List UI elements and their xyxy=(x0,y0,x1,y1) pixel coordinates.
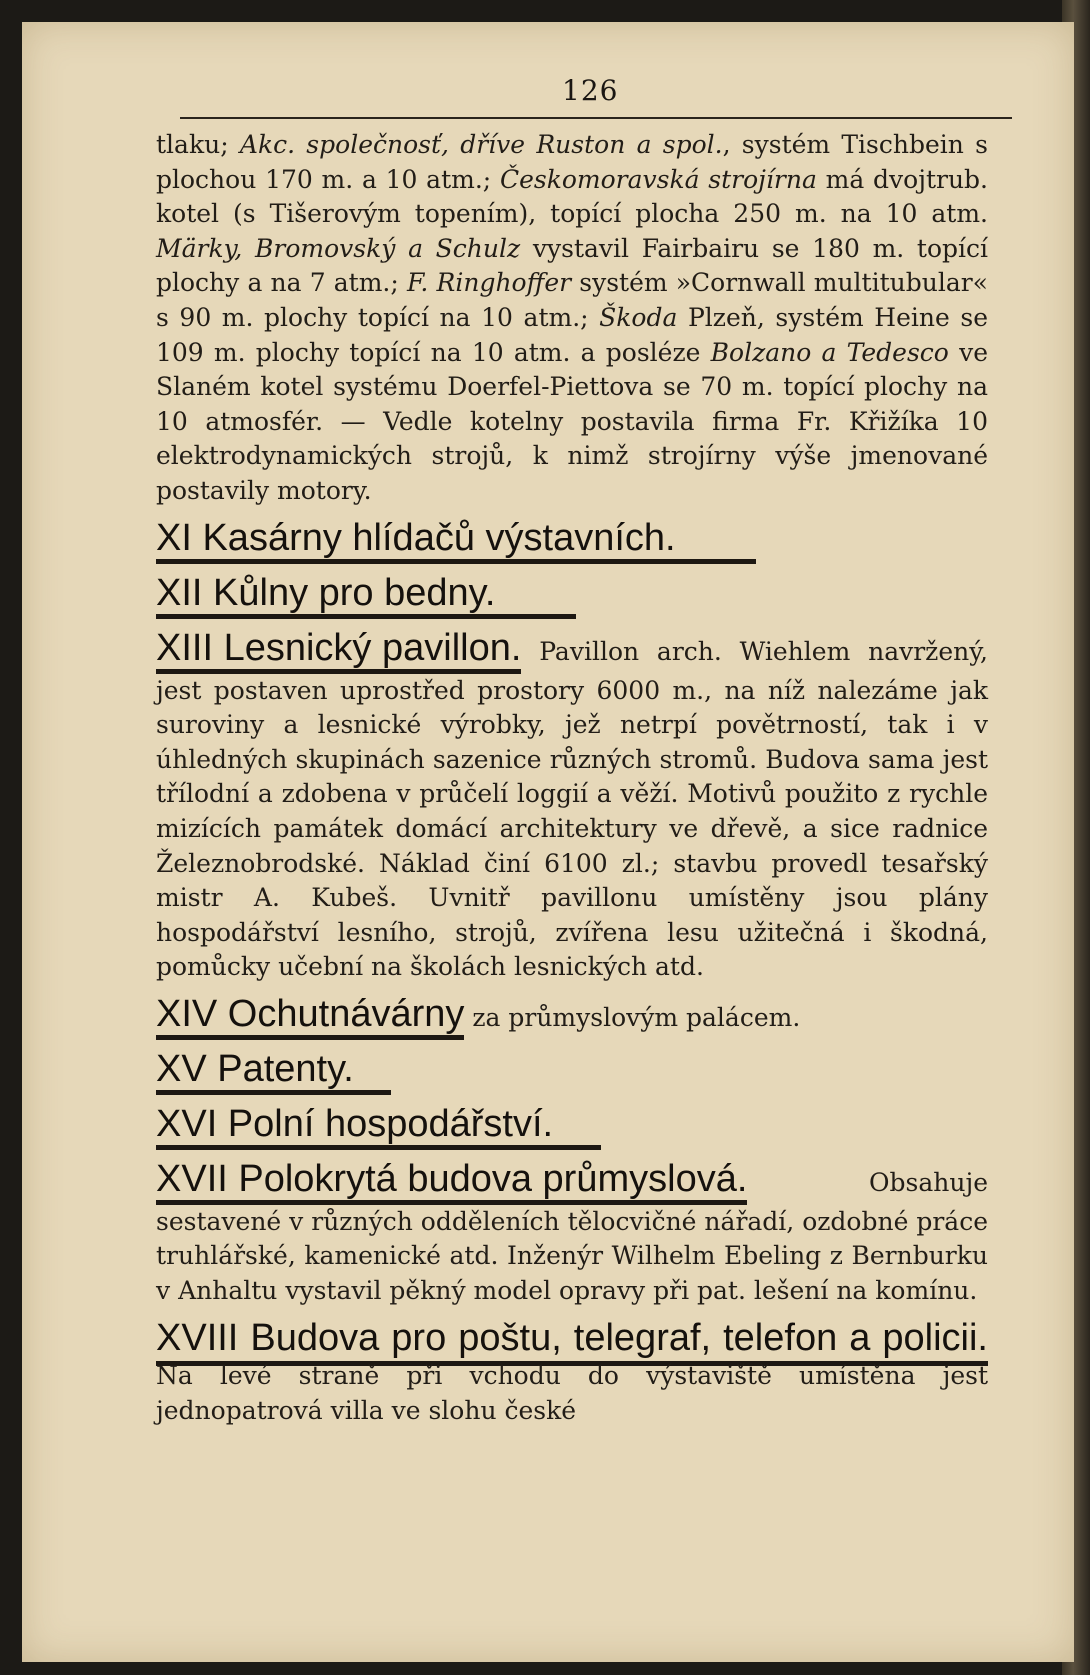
intro-paragraph xyxy=(156,128,988,509)
company-name: Akc. společnosť, dříve Ruston a spol. xyxy=(239,130,723,159)
section-paragraph xyxy=(156,992,988,1040)
page-text xyxy=(156,128,988,1428)
text-run: ve Slaném kotel systému Doerfel-Piettova se 70 m. topící plochy na 10 atmosfér. — Vedle kotelny postavila firma Fr. Křižíka 10 elektrodynamických strojů, k nimž strojírny výše jmenované postavily motory. xyxy=(156,337,988,505)
section-heading: XII Kůlny pro bedny. xyxy=(156,574,576,619)
company-name: Märky, Bromovský a Schulz xyxy=(156,233,521,263)
section-xvii xyxy=(156,1157,988,1309)
section-paragraph xyxy=(156,1316,988,1429)
section-body: Pavillon arch. Wiehlem navržený, jest postaven uprostřed prostory 6000 m., na níž nalezáme jak suroviny a lesnické výrobky, jež netrpí povětrností, tak i v úhledných skupinách sazenice různých stromů. Budova sama jest třílodní a zdobena v průčelí loggií a věží. Motivů použito z rychle mizících památek domácí architektury ve dřevě, a sice radnice Železnobrodské. Náklad činí 6100 zl.; stavbu provedl tesařský mistr A. Kubeš. Uvnitř pavillonu umístěny jsou plány hospodářství lesního, strojů, zvířena lesu užitečná i škodná, pomůcky učební na školách lesnických atd. xyxy=(156,636,988,982)
section-heading: XIII Lesnický pavillon. xyxy=(156,629,521,674)
text-run: vystavil Fairbairu se 180 m. topící plochy a na 7 atm.; xyxy=(156,233,989,298)
company-name: Bolzano a Tedesco xyxy=(710,337,949,367)
page-number: 126 xyxy=(562,74,619,107)
section-xvi xyxy=(156,1102,988,1150)
section-body: Obsahuje sestavené v různých odděleních tělocvičné nářadí, ozdobné práce truhlářské, kamenické atd. Inženýr Wilhelm Ebeling z Bernburku v Anhaltu vystavil pěkný model opravy při pat. lešení na komínu. xyxy=(156,1167,988,1306)
company-name: F. Ringhoffer xyxy=(406,268,572,298)
section-heading: XV Patenty. xyxy=(156,1050,391,1095)
section-body: Na levé straně při vchodu do výstaviště umístěna jest jednopatrová villa ve slohu české xyxy=(156,1361,988,1425)
text-run: , systém Tischbein s plochou 170 m. a 10 atm.; xyxy=(156,130,988,194)
section-heading: XIV Ochutnávárny xyxy=(156,995,464,1040)
section-heading: XVI Polní hospodářství. xyxy=(156,1105,601,1150)
text-run: systém »Cornwall multitubular« s 90 m. plochy topící na 10 atm.; xyxy=(156,268,988,332)
section-heading: XVII Polokrytá budova průmyslová. xyxy=(156,1160,747,1205)
section-xiii xyxy=(156,626,988,985)
section-xi xyxy=(156,516,988,564)
section-xiv xyxy=(156,992,988,1040)
section-paragraph xyxy=(156,626,988,985)
text-run: tlaku; xyxy=(156,130,240,159)
text-run: má dvojtrub. kotel (s Tišerovým topením), topící plocha 250 m. na 10 atm. xyxy=(156,164,988,229)
section-xv xyxy=(156,1047,988,1095)
section-xii xyxy=(156,571,988,619)
company-name: Škoda xyxy=(599,302,678,332)
section-xviii xyxy=(156,1316,988,1429)
section-body: za průmyslovým palácem. xyxy=(464,1002,801,1032)
text-run: Plzeň, systém Heine se 109 m. plochy topící na 10 atm. a posléze xyxy=(156,302,988,367)
header-rule xyxy=(180,117,1012,119)
section-paragraph xyxy=(156,1157,988,1309)
company-name: Českomoravská strojírna xyxy=(499,164,817,194)
section-heading: XVIII Budova pro poštu, telegraf, telefon a policii. xyxy=(156,1317,988,1366)
section-heading: XI Kasárny hlídačů výstavních. xyxy=(156,519,756,564)
